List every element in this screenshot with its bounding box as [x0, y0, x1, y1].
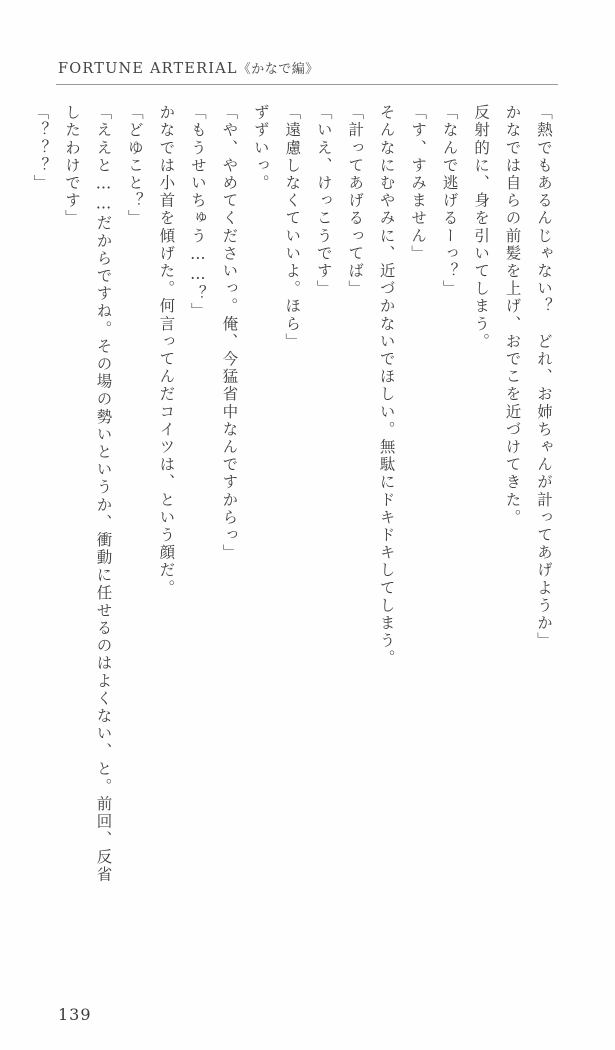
paragraph: 「遠慮しなくていいよ。ほら」 [283, 104, 302, 351]
paragraph: 「ええと……だからですね。その場の勢いというか、衝動に任せるのはよくない、と。前回、反省したわけです」 [62, 104, 113, 884]
paragraph: そんなにむやみに、近づかないでほしい。無駄にドキドキしてしまう。 [377, 104, 396, 668]
paragraph: かなでは小首を傾げた。何言ってんだコイツは、という顔だ。 [157, 104, 176, 597]
paragraph: 「熱でもあるんじゃない？ どれ、お姉ちゃんが計ってあげようか」 [535, 104, 553, 650]
paragraph: 「どゆこと？」 [125, 104, 144, 228]
paragraph: かなでは自らの前髪を上げ、おでこを近づけてきた。 [503, 104, 522, 527]
paragraph: 反射的に、身を引いてしまう。 [472, 104, 491, 351]
paragraph: 「す、すみません」 [409, 104, 428, 263]
paragraph: 「もうせいちゅう……？」 [188, 104, 207, 321]
running-header-latin: FORTUNE ARTERIAL [58, 61, 238, 77]
page-number: 139 [58, 1005, 92, 1024]
running-header [58, 58, 319, 77]
running-header-jp: 《かなで編》 [237, 62, 319, 77]
header-divider [56, 84, 558, 85]
paragraph: 「や、やめてくださいっ。俺、今猛省中なんですからっ」 [220, 104, 239, 562]
paragraph: 「いえ、けっこうです」 [314, 104, 333, 298]
paragraph: 「？？？」 [31, 104, 50, 192]
body-text [31, 104, 559, 894]
paragraph: ずずいっ。 [251, 104, 270, 192]
paragraph: 「なんで逃げるーっ？」 [440, 104, 459, 298]
paragraph: 「計ってあげるってば」 [346, 104, 365, 298]
